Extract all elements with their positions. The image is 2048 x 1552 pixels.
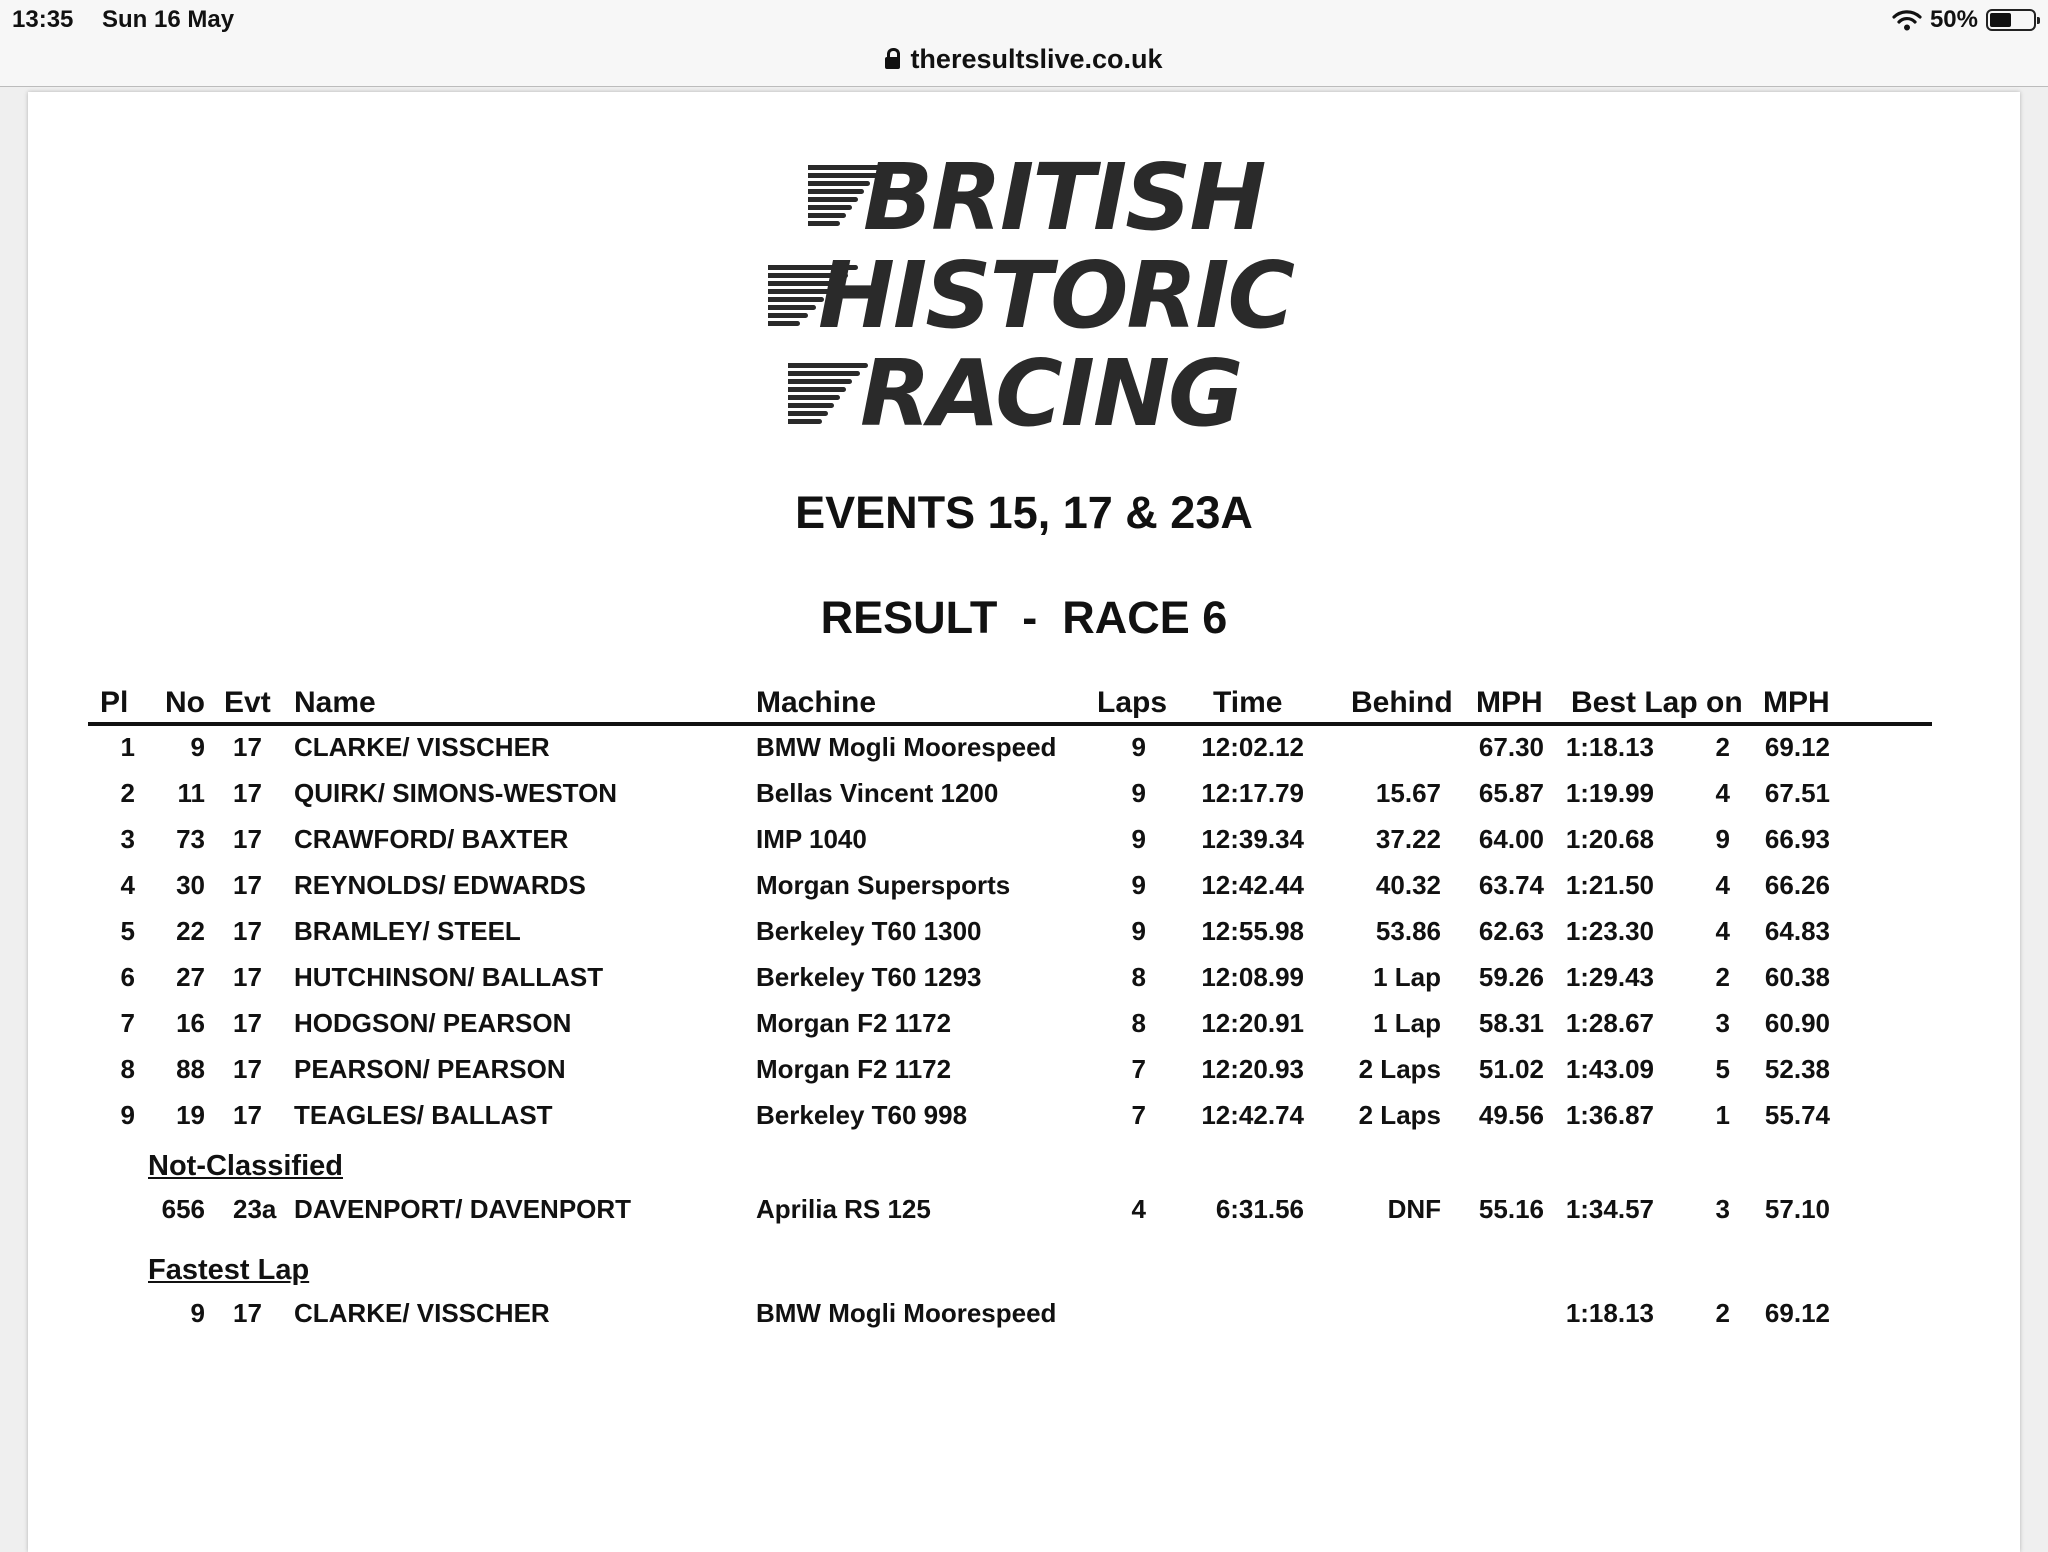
address-bar[interactable] [0, 40, 2048, 87]
cell-best-mph: 69.12 [1764, 732, 1830, 762]
header-behind: Behind [1351, 686, 1453, 719]
table-row [28, 1008, 2020, 1048]
cell-time: 12:39.34 [1201, 824, 1304, 854]
speed-lines-icon [788, 360, 868, 427]
table-row [28, 1194, 2020, 1234]
table-row [28, 870, 2020, 910]
cell-name: QUIRK/ SIMONS-WESTON [294, 778, 618, 808]
cell-on: 3 [1715, 1008, 1730, 1038]
table-row [28, 916, 2020, 956]
cell-mph: 62.63 [1478, 916, 1544, 946]
cell-pl: 4 [120, 870, 135, 900]
cell-time: 12:55.98 [1201, 916, 1304, 946]
status-bar [0, 0, 2048, 40]
header-no: No [165, 686, 205, 719]
cell-name: DAVENPORT/ DAVENPORT [294, 1194, 632, 1224]
cell-on: 5 [1715, 1054, 1730, 1084]
cell-behind: 37.22 [1375, 824, 1441, 854]
cell-best-lap: 1:21.50 [1565, 870, 1654, 900]
cell-best-lap: 1:28.67 [1565, 1008, 1654, 1038]
cell-no: 22 [176, 916, 205, 946]
header-mph: MPH [1476, 686, 1543, 719]
cell-machine: Morgan F2 1172 [756, 1054, 952, 1084]
cell-best-mph: 66.26 [1764, 870, 1830, 900]
status-right [1892, 6, 2036, 34]
cell-on: 1 [1715, 1100, 1730, 1130]
not-classified-title: Not-Classified [148, 1150, 343, 1182]
cell-no: 73 [176, 824, 205, 854]
cell-machine: Aprilia RS 125 [756, 1194, 931, 1224]
cell-evt: 17 [233, 778, 262, 808]
cell-pl: 6 [120, 962, 135, 992]
document-title: EVENTS 15, 17 & 23A [795, 487, 1253, 538]
cell-behind: 1 Lap [1373, 962, 1441, 992]
results-page [28, 92, 2020, 1552]
header-evt: Evt [224, 686, 271, 719]
cell-machine: Morgan Supersports [756, 870, 1011, 900]
cell-laps: 9 [1131, 732, 1146, 762]
cell-mph: 64.00 [1478, 824, 1544, 854]
cell-pl: 9 [120, 1100, 135, 1130]
cell-behind: 2 Laps [1358, 1100, 1441, 1130]
lock-icon [885, 57, 900, 69]
header-time: Time [1213, 686, 1283, 719]
cell-pl: 2 [120, 778, 135, 808]
cell-name: CRAWFORD/ BAXTER [294, 824, 569, 854]
cell-time: 12:20.93 [1201, 1054, 1304, 1084]
cell-name: HODGSON/ PEARSON [294, 1008, 572, 1038]
header-best-mph: MPH [1763, 686, 1830, 719]
table-row [28, 1100, 2020, 1140]
header-machine: Machine [756, 686, 877, 719]
cell-name: REYNOLDS/ EDWARDS [294, 870, 586, 900]
table-row [28, 1054, 2020, 1094]
cell-name: CLARKE/ VISSCHER [294, 1298, 550, 1328]
cell-laps: 4 [1131, 1194, 1146, 1224]
cell-behind: 53.86 [1375, 916, 1441, 946]
header-pl: Pl [100, 686, 129, 719]
header-rule [88, 722, 1932, 726]
cell-laps: 9 [1131, 870, 1146, 900]
cell-no: 16 [176, 1008, 205, 1038]
document-subtitle: RESULT - RACE 6 [820, 592, 1228, 643]
cell-mph: 55.16 [1478, 1194, 1544, 1224]
cell-best-mph: 52.38 [1764, 1054, 1830, 1084]
status-time: 13:35 [12, 6, 74, 33]
cell-mph: 67.30 [1478, 732, 1544, 762]
cell-best-lap: 1:36.87 [1565, 1100, 1654, 1130]
cell-best-mph: 66.93 [1764, 824, 1830, 854]
cell-machine: Bellas Vincent 1200 [756, 778, 999, 808]
cell-no: 88 [176, 1054, 205, 1084]
cell-behind: 1 Lap [1373, 1008, 1441, 1038]
cell-no: 9 [190, 732, 205, 762]
cell-name: PEARSON/ PEARSON [294, 1054, 566, 1084]
cell-best-mph: 57.10 [1764, 1194, 1830, 1224]
cell-laps: 7 [1131, 1054, 1146, 1084]
cell-no: 11 [177, 778, 205, 808]
cell-on: 2 [1715, 962, 1730, 992]
cell-behind: 40.32 [1375, 870, 1441, 900]
cell-evt: 17 [233, 870, 262, 900]
cell-name: BRAMLEY/ STEEL [294, 916, 521, 946]
cell-laps: 8 [1131, 1008, 1146, 1038]
table-row [28, 1298, 2020, 1338]
cell-pl: 7 [120, 1008, 135, 1038]
cell-pl: 1 [120, 732, 135, 762]
cell-name: HUTCHINSON/ BALLAST [294, 962, 604, 992]
logo-line-1: BRITISH [863, 144, 1265, 251]
cell-pl: 5 [120, 916, 135, 946]
cell-on: 9 [1715, 824, 1730, 854]
cell-on: 2 [1715, 732, 1730, 762]
cell-time: 12:20.91 [1201, 1008, 1304, 1038]
cell-machine: Berkeley T60 1300 [756, 916, 982, 946]
cell-machine: Morgan F2 1172 [756, 1008, 952, 1038]
cell-time: 12:17.79 [1201, 778, 1304, 808]
cell-name: CLARKE/ VISSCHER [294, 732, 550, 762]
logo-line-3: RACING [860, 340, 1242, 447]
cell-evt: 17 [233, 1298, 262, 1328]
cell-machine: Berkeley T60 998 [756, 1100, 968, 1130]
header-name: Name [294, 686, 376, 719]
cell-best-lap: 1:29.43 [1565, 962, 1654, 992]
cell-best-lap: 1:18.13 [1565, 732, 1654, 762]
cell-time: 12:02.12 [1201, 732, 1304, 762]
cell-behind: 15.67 [1375, 778, 1441, 808]
cell-behind: 2 Laps [1358, 1054, 1441, 1084]
wifi-icon [1892, 9, 1922, 31]
cell-no: 656 [161, 1194, 205, 1224]
cell-laps: 9 [1131, 916, 1146, 946]
cell-best-lap: 1:43.09 [1565, 1054, 1654, 1084]
battery-percent: 50% [1929, 6, 1978, 33]
cell-time: 12:42.44 [1201, 870, 1304, 900]
cell-pl: 8 [120, 1054, 135, 1084]
cell-mph: 49.56 [1478, 1100, 1544, 1130]
cell-mph: 63.74 [1478, 870, 1544, 900]
cell-laps: 8 [1131, 962, 1146, 992]
url-display[interactable] [0, 40, 2048, 78]
table-row [28, 824, 2020, 864]
cell-best-lap: 1:34.57 [1565, 1194, 1654, 1224]
cell-best-lap: 1:18.13 [1565, 1298, 1654, 1328]
cell-time: 6:31.56 [1215, 1194, 1304, 1224]
header-best-lap-on: Best Lap on [1571, 686, 1743, 719]
cell-on: 2 [1715, 1298, 1730, 1328]
cell-best-lap: 1:23.30 [1565, 916, 1654, 946]
cell-evt: 23a [233, 1194, 277, 1224]
logo-line-2: HISTORIC [818, 242, 1294, 349]
cell-on: 4 [1715, 870, 1730, 900]
cell-machine: BMW Mogli Moorespeed [756, 1298, 1057, 1328]
cell-on: 4 [1715, 916, 1730, 946]
cell-laps: 9 [1131, 824, 1146, 854]
cell-mph: 51.02 [1478, 1054, 1544, 1084]
cell-mph: 58.31 [1478, 1008, 1544, 1038]
cell-evt: 17 [233, 1008, 262, 1038]
battery-icon [1986, 9, 2036, 31]
cell-machine: IMP 1040 [756, 824, 867, 854]
cell-best-mph: 69.12 [1764, 1298, 1830, 1328]
cell-evt: 17 [233, 962, 262, 992]
cell-pl: 3 [120, 824, 135, 854]
table-row [28, 732, 2020, 772]
cell-evt: 17 [233, 1100, 262, 1130]
header-laps: Laps [1097, 686, 1168, 719]
cell-best-mph: 60.90 [1764, 1008, 1830, 1038]
cell-best-mph: 64.83 [1764, 916, 1830, 946]
cell-behind: DNF [1387, 1194, 1441, 1224]
cell-time: 12:42.74 [1201, 1100, 1304, 1130]
cell-time: 12:08.99 [1201, 962, 1304, 992]
cell-laps: 9 [1131, 778, 1146, 808]
cell-evt: 17 [233, 916, 262, 946]
cell-no: 19 [176, 1100, 205, 1130]
table-row [28, 778, 2020, 818]
cell-machine: Berkeley T60 1293 [756, 962, 982, 992]
brand-logo [768, 144, 1294, 452]
cell-evt: 17 [233, 732, 262, 762]
cell-machine: BMW Mogli Moorespeed [756, 732, 1057, 762]
fastest-lap-title: Fastest Lap [148, 1254, 310, 1286]
status-date: Sun 16 May [102, 6, 235, 33]
cell-best-mph: 55.74 [1764, 1100, 1830, 1130]
cell-on: 3 [1715, 1194, 1730, 1224]
cell-mph: 65.87 [1478, 778, 1544, 808]
cell-mph: 59.26 [1478, 962, 1544, 992]
cell-evt: 17 [233, 824, 262, 854]
cell-name: TEAGLES/ BALLAST [294, 1100, 553, 1130]
cell-best-mph: 60.38 [1764, 962, 1830, 992]
cell-no: 27 [176, 962, 205, 992]
cell-no: 9 [190, 1298, 205, 1328]
cell-laps: 7 [1131, 1100, 1146, 1130]
cell-best-lap: 1:20.68 [1565, 824, 1654, 854]
table-row [28, 962, 2020, 1002]
cell-on: 4 [1715, 778, 1730, 808]
cell-evt: 17 [233, 1054, 262, 1084]
url-text: theresultslive.co.uk [910, 44, 1163, 74]
cell-best-mph: 67.51 [1764, 778, 1830, 808]
cell-no: 30 [176, 870, 205, 900]
cell-best-lap: 1:19.99 [1565, 778, 1654, 808]
